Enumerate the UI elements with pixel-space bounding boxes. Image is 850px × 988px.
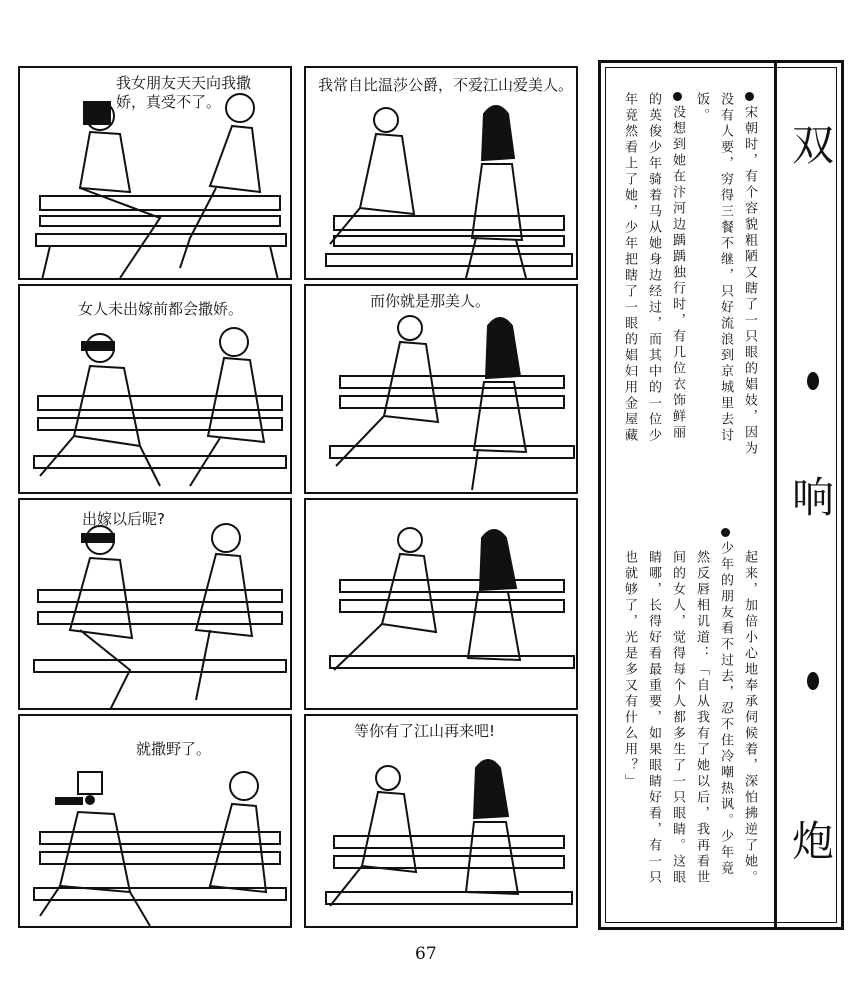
panel-4-drawing [306, 286, 578, 494]
comic-panel-6 [304, 498, 578, 710]
title-char-3: 炮 [791, 817, 834, 866]
article-column-11: 睛哪，长得好看最重要，如果眼睛好看，有一只 [646, 550, 661, 886]
article-column-6: 年竟然看上了她，少年把瞎了一眼的娼妇用金屋藏 [622, 92, 637, 444]
article-column-10: 间的女人，觉得每个人都多生了一只眼睛。这眼 [670, 550, 685, 886]
article-column-5: 的英俊少年骑着马从她身边经过，而其中的一位少 [646, 92, 661, 444]
article-column-3: 饭。 [694, 92, 709, 124]
panel-5-drawing [20, 500, 292, 710]
panel-3-caption: 女人未出嫁前都会撒娇。 [78, 300, 244, 318]
panel-4-caption: 而你就是那美人。 [370, 292, 491, 310]
page-number: 67 [415, 944, 437, 964]
comic-panel-2 [304, 66, 578, 280]
bullet-1 [745, 92, 754, 101]
article-column-8: 少年的朋友看不过去，忍不住冷嘲热讽。少年竟 [714, 528, 736, 877]
article-column-2: 没有人要，穷得三餐不继，只好流浪到京城里去讨 [718, 92, 733, 444]
comic-panel-1 [18, 66, 292, 280]
bullet-2 [673, 92, 682, 101]
panel-2-caption: 我常自比温莎公爵，不爱江山爱美人。 [318, 76, 574, 94]
comic-panel-5 [18, 498, 292, 710]
article-title-column [774, 60, 844, 930]
panel-8-drawing [306, 716, 578, 928]
panel-6-drawing [306, 500, 578, 710]
comic-panel-7 [18, 714, 292, 928]
comic-panel-8 [304, 714, 578, 928]
title-char-1: 双 [791, 121, 834, 170]
comic-panel-4 [304, 284, 578, 494]
title-dot-1 [807, 372, 819, 390]
article-column-12: 也就够了，光是多又有什么用？」 [622, 550, 637, 790]
bullet-3 [721, 528, 730, 537]
panel-7-caption: 就撒野了。 [136, 740, 212, 758]
article-column-1: 宋朝时，有个容貌粗陋又瞎了一只眼的娼妓，因为 [738, 92, 760, 457]
panel-8-caption: 等你有了江山再来吧! [354, 722, 496, 740]
panel-5-caption: 出嫁以后呢? [82, 510, 165, 528]
panel-1-caption: 我女朋友天天向我撒 娇，真受不了。 [116, 74, 252, 111]
title-dot-2 [807, 672, 819, 690]
panel-2-drawing [306, 68, 578, 280]
article-column-4: 没想到她在汴河边踽踽独行时，有几位衣饰鲜丽 [666, 92, 688, 441]
title-char-2: 响 [791, 473, 834, 522]
article-column-9: 然反唇相讥道：「自从我有了她以后，我再看世 [694, 550, 709, 886]
article-column-7: 起来，加倍小心地奉承伺候着，深怕拂逆了她。 [742, 550, 757, 886]
comic-panel-3 [18, 284, 292, 494]
